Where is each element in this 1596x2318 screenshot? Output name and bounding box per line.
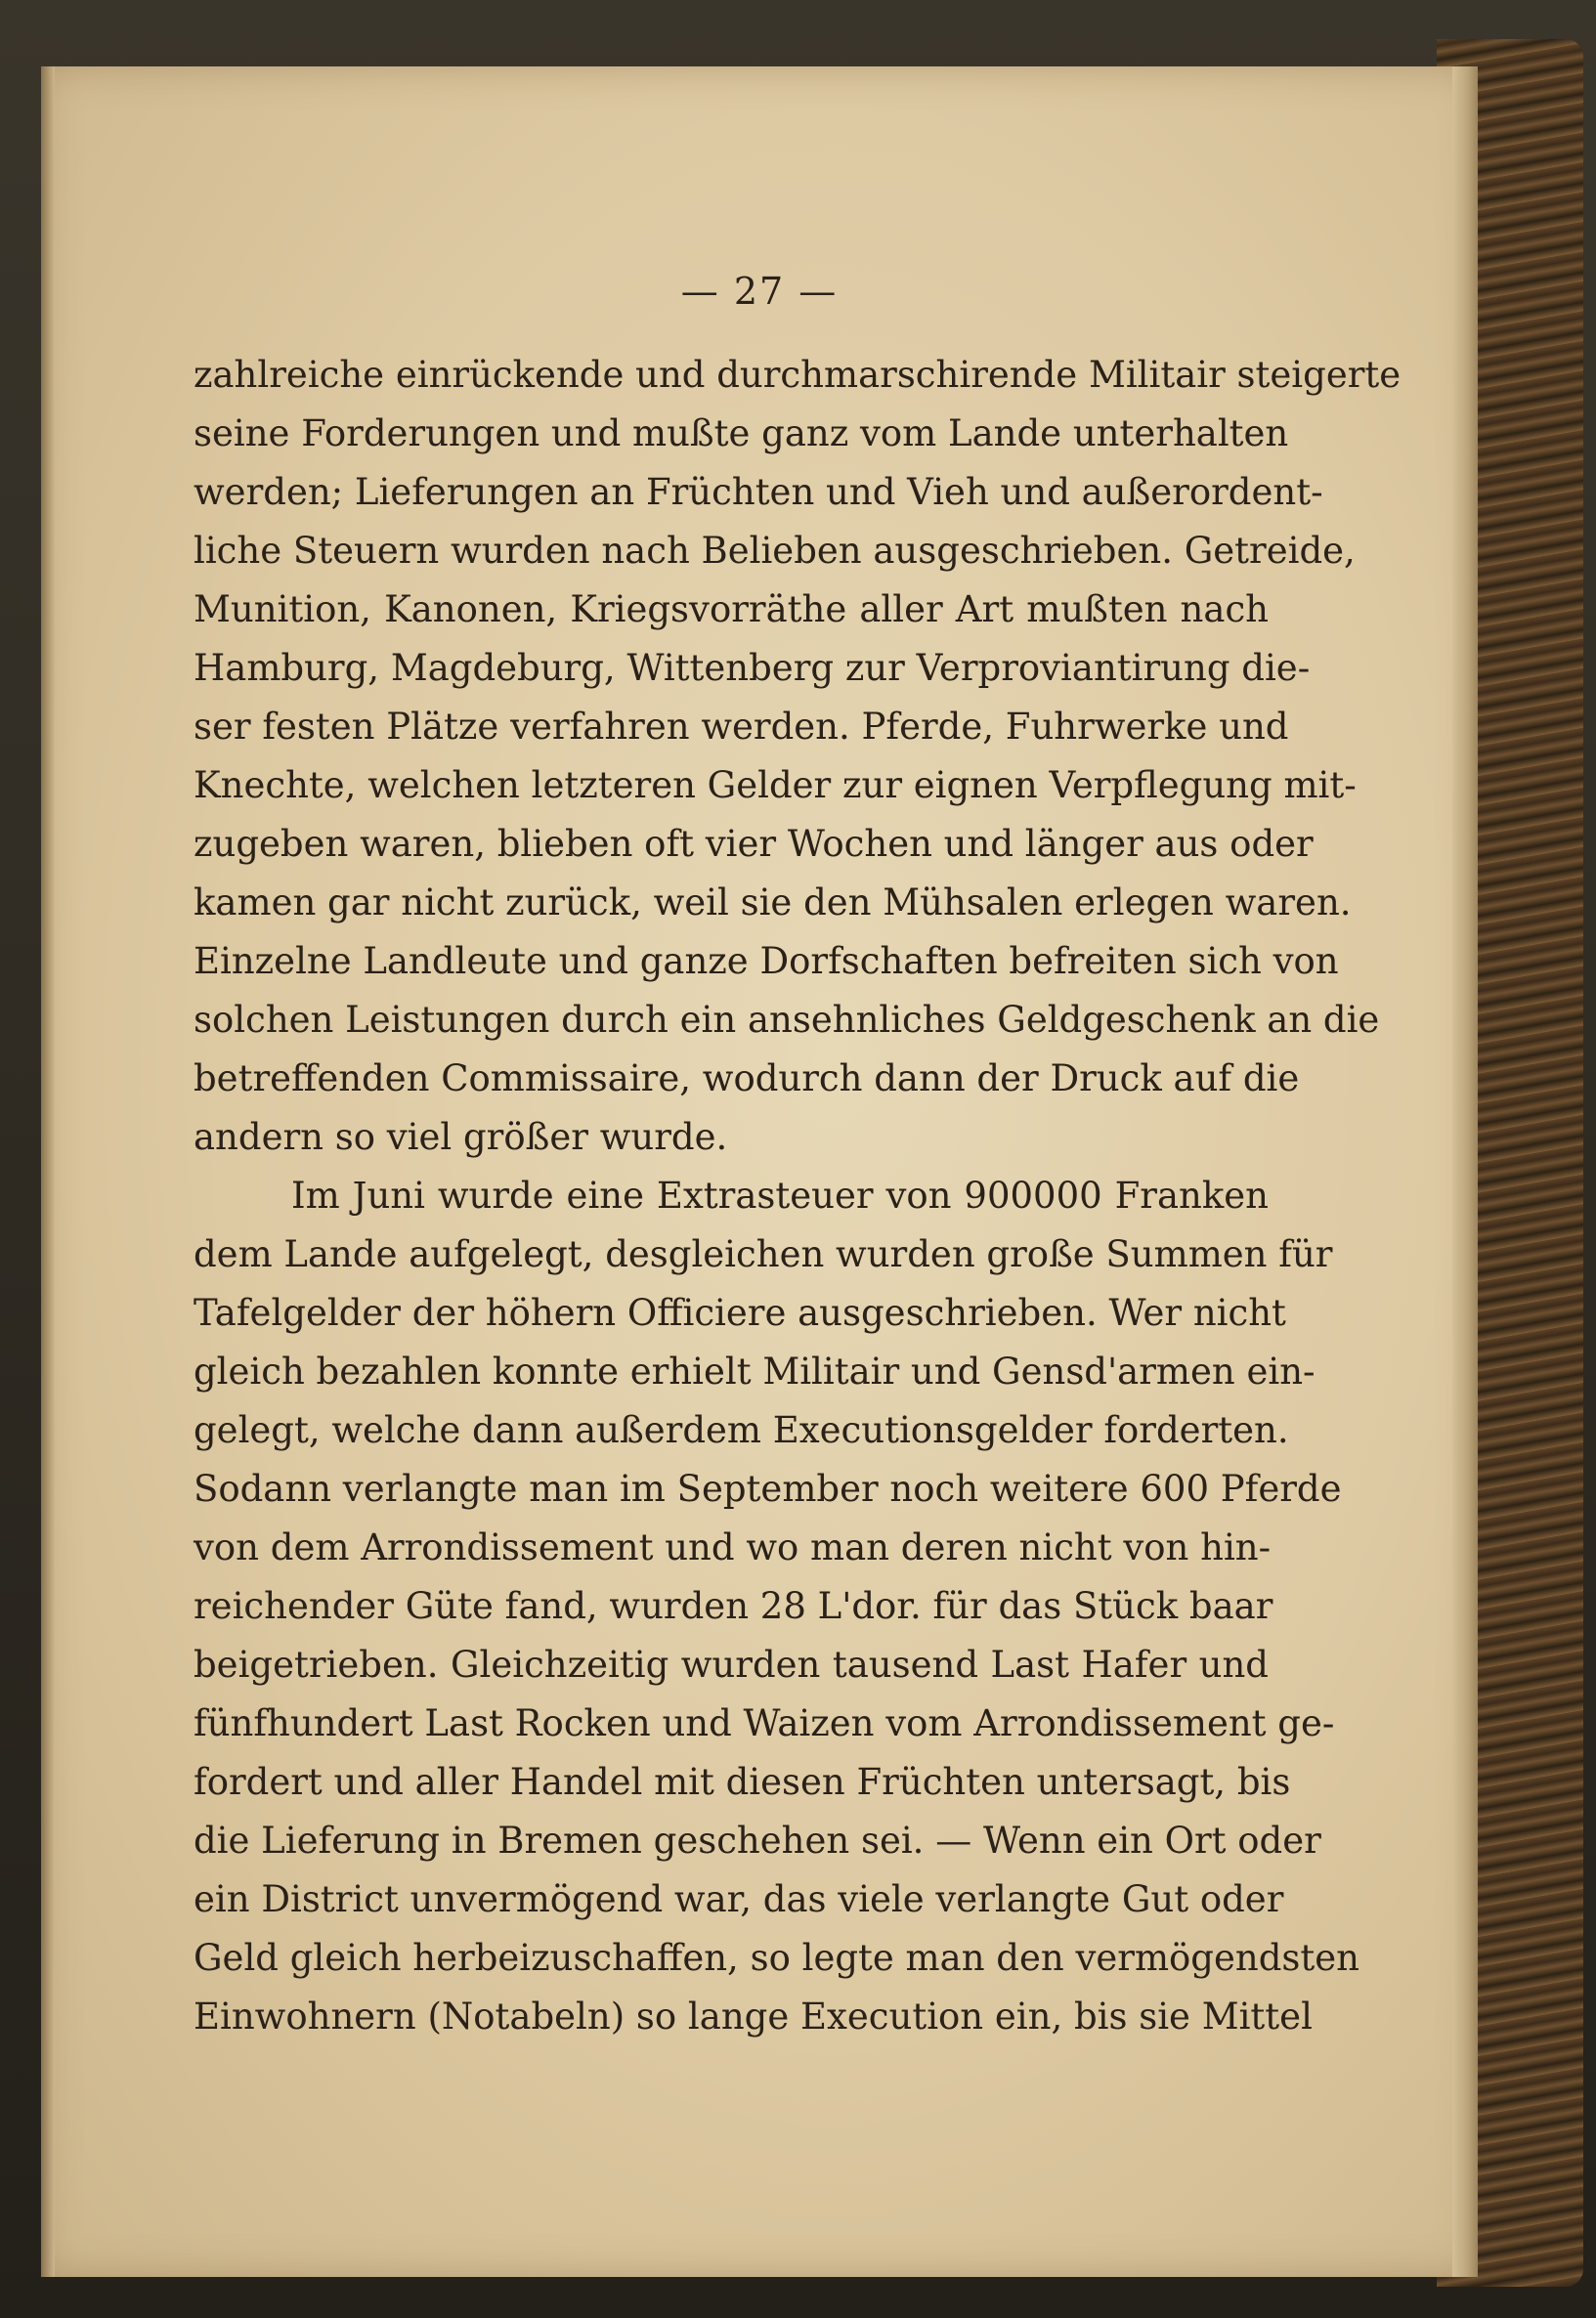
text-line: Tafelgelder der höhern Officiere ausgeschrieben. Wer nicht: [194, 1292, 1286, 1334]
text-line: gelegt, welche dann außerdem Executionsgelder forderten.: [194, 1409, 1289, 1451]
text-line: dem Lande aufgelegt, desgleichen wurden große Summen für: [194, 1233, 1333, 1275]
text-line: fünfhundert Last Rocken und Waizen vom Arrondissement ge-: [194, 1702, 1335, 1744]
page-gutter: [41, 66, 55, 2277]
text-line: Sodann verlangte man im September noch weitere 600 Pferde: [194, 1468, 1342, 1510]
text-line: werden; Lieferungen an Früchten und Vieh und außerordent-: [194, 471, 1323, 513]
text-line: fordert und aller Handel mit diesen Früchten untersagt, bis: [194, 1761, 1291, 1803]
text-line: die Lieferung in Bremen geschehen sei. — Wenn ein Ort oder: [194, 1820, 1321, 1862]
text-line: Munition, Kanonen, Kriegsvorräthe aller Art mußten nach: [194, 588, 1269, 630]
text-body: [194, 346, 1402, 2046]
text-line: Knechte, welchen letzteren Gelder zur eignen Verpflegung mit-: [194, 764, 1357, 806]
text-line: von dem Arrondissement und wo man deren nicht von hin-: [194, 1526, 1272, 1568]
page-number: — 27 —: [680, 270, 839, 313]
text-line: solchen Leistungen durch ein ansehnliches Geldgeschenk an die: [194, 999, 1380, 1041]
paragraph-end-line: andern so viel größer wurde.: [194, 1116, 728, 1158]
text-line: gleich bezahlen konnte erhielt Militair und Gensd'armen ein-: [194, 1351, 1316, 1393]
text-line: Hamburg, Magdeburg, Wittenberg zur Verproviantirung die-: [194, 647, 1311, 689]
text-line: ser festen Plätze verfahren werden. Pferde, Fuhrwerke und: [194, 706, 1289, 748]
text-line: ein District unvermögend war, das viele verlangte Gut oder: [194, 1878, 1284, 1920]
text-line: Einwohnern (Notabeln) so lange Execution ein, bis sie Mittel: [194, 1996, 1313, 2038]
text-line: seine Forderungen und mußte ganz vom Lande unterhalten: [194, 412, 1289, 454]
text-line: beigetrieben. Gleichzeitig wurden tausend Last Hafer und: [194, 1644, 1269, 1686]
text-line: Geld gleich herbeizuschaffen, so legte man den vermögendsten: [194, 1937, 1359, 1979]
text-line: Einzelne Landleute und ganze Dorfschaften befreiten sich von: [194, 940, 1339, 982]
text-line: liche Steuern wurden nach Belieben ausgeschrieben. Getreide,: [194, 530, 1356, 572]
text-line: reichender Güte fand, wurden 28 L'dor. für das Stück baar: [194, 1585, 1273, 1627]
text-line: betreffenden Commissaire, wodurch dann der Druck auf die: [194, 1057, 1300, 1099]
book-page: [41, 66, 1478, 2277]
page-edge: [1452, 66, 1478, 2277]
paragraph-start-line: Im Juni wurde eine Extrasteuer von 900000 Franken: [291, 1175, 1269, 1217]
text-line: zahlreiche einrückende und durchmarschirende Militair steigerte: [194, 354, 1402, 396]
text-line: zugeben waren, blieben oft vier Wochen und länger aus oder: [194, 823, 1314, 865]
text-line: kamen gar nicht zurück, weil sie den Mühsalen erlegen waren.: [194, 881, 1352, 923]
